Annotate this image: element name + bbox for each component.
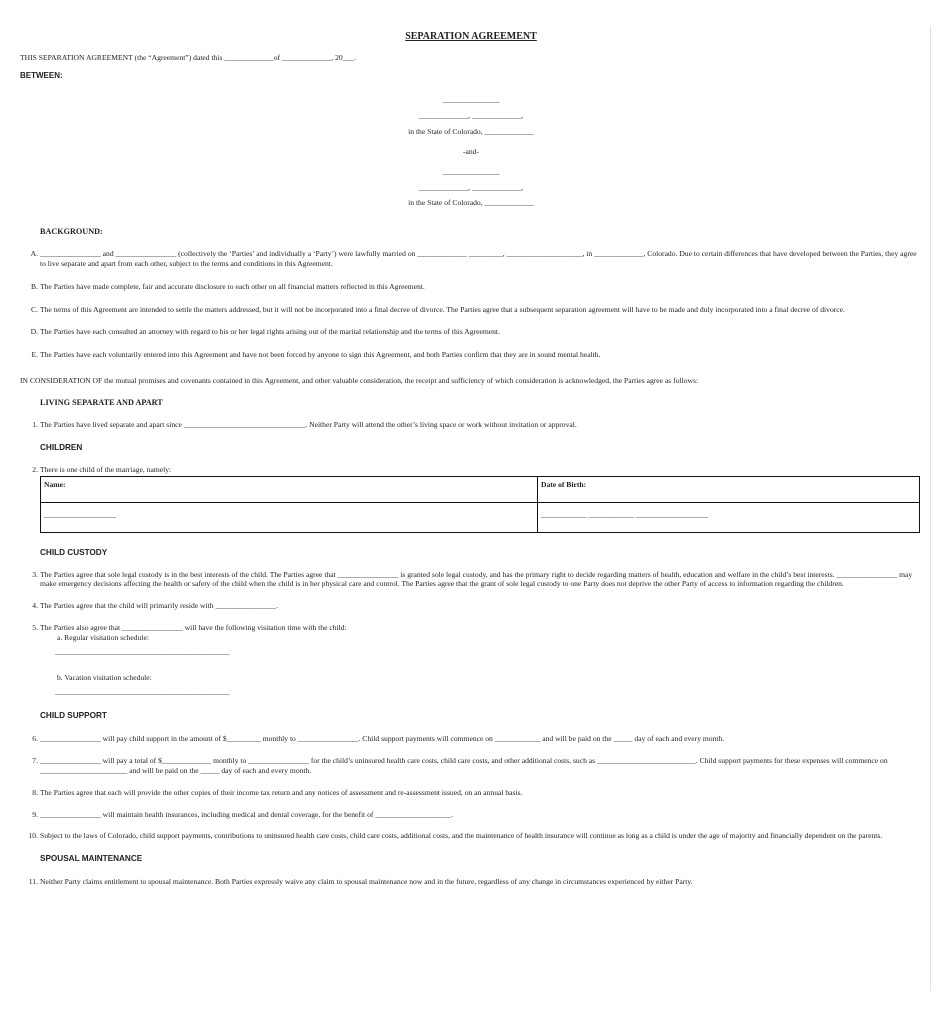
table-row — [41, 502, 920, 532]
item-text: The terms of this Agreement are intended to settle the matters addressed, but it will not be incorporated into a final decree of divorce. The Parties agree that a subsequent separation agreement will have to be made and duly incorporated into a final decree of divorce. — [40, 304, 845, 314]
clause-1 — [20, 420, 922, 430]
background-item-b — [20, 282, 922, 292]
intro-paragraph: THIS SEPARATION AGREEMENT (the “Agreement”) dated this _____________of _____________, 20___. — [20, 53, 356, 62]
table-header-row — [41, 476, 920, 502]
background-item-c — [20, 305, 922, 315]
clause-3 — [20, 570, 922, 590]
support-heading: CHILD SUPPORT — [40, 710, 107, 720]
party-1-name-line: _______________ — [442, 95, 500, 105]
item-text: ________________ will pay child support in the amount of $_________ monthly to ________________. Child support payments will commence on ____________ and will be paid on the _____ day of each and every month. — [40, 734, 725, 744]
and-separator: -and- — [462, 146, 480, 156]
document-page — [20, 30, 922, 887]
item-marker: C. — [31, 304, 38, 314]
clause-9 — [20, 810, 922, 820]
regular-visitation-line: ______________________________________________ — [55, 646, 230, 656]
item-text: The Parties agree that the child will primarily reside with ________________. — [40, 601, 279, 611]
clause-2 — [20, 465, 922, 475]
party-2-address-line: _____________, _____________, — [418, 182, 524, 192]
party-1-block — [20, 95, 922, 137]
party-1-state-line: in the State of Colorado, _____________ — [408, 126, 534, 136]
clause-10 — [20, 831, 922, 841]
item-marker: E. — [31, 350, 38, 360]
item-marker: 7. — [32, 756, 38, 766]
background-item-e — [20, 350, 922, 360]
item-marker: 4. — [32, 601, 38, 611]
item-text: The Parties have each voluntarily entered into this Agreement and have not been forced by anyone to sign this Agreement, and both Parties confirm that they are in sound mental health. — [40, 350, 601, 360]
consideration-paragraph: IN CONSIDERATION OF the mutual promises and covenants contained in this Agreement, and other valuable consideration, the receipt and sufficiency of which consideration is acknowledged, the Parties agree as follows: — [20, 376, 699, 386]
name-column-header: Name: — [41, 476, 538, 502]
dob-column-header: Date of Birth: — [538, 476, 920, 502]
item-text: ________________ will maintain health insurances, including medical and dental coverage, for the benefit of ____________________. — [40, 809, 454, 819]
item-marker: 1. — [32, 419, 38, 429]
item-text: Neither Party claims entitlement to spousal maintenance. Both Parties expressly waive any claim to spousal maintenance now and in the future, regardless of any change in circumstances experienced by either Party. — [40, 876, 693, 886]
item-marker: B. — [31, 281, 38, 291]
item-marker: A. — [30, 248, 38, 258]
item-marker: D. — [30, 327, 38, 337]
item-marker: 10. — [28, 831, 38, 841]
clause-6 — [20, 734, 922, 744]
item-text: The Parties also agree that ________________ will have the following visitation time with the child: — [40, 623, 347, 633]
item-marker: 6. — [32, 734, 38, 744]
spousal-heading: SPOUSAL MAINTENANCE — [40, 854, 143, 864]
item-text: The Parties have lived separate and apart since ________________________________. Neither Party will attend the other’s living space or work without invitation or approval. — [40, 419, 577, 429]
clause-11 — [20, 877, 922, 887]
clause-4 — [20, 601, 922, 611]
item-text: The Parties agree that each will provide the other copies of their income tax return and any notices of assessment and re-assessment issued, on an annual basis. — [40, 787, 523, 797]
item-marker: 8. — [32, 787, 38, 797]
vacation-visitation-line: ______________________________________________ — [55, 686, 230, 696]
party-2-name-line: _______________ — [442, 166, 500, 176]
item-marker: 3. — [32, 569, 38, 579]
item-marker: 5. — [32, 623, 38, 633]
visitation-vacation — [20, 673, 922, 697]
child-dob-cell: ____________ ____________ ___________________ — [538, 502, 920, 532]
clause-7 — [20, 756, 922, 776]
party-2-block — [20, 167, 922, 209]
page-edge-divider — [930, 26, 931, 991]
item-text: The Parties have made complete, fair and accurate disclosure to each other on all financial matters reflected in this Agreement. — [40, 281, 425, 291]
background-heading: BACKGROUND: — [40, 227, 103, 237]
custody-heading: CHILD CUSTODY — [40, 547, 108, 557]
item-text: There is one child of the marriage, namely: — [40, 465, 172, 475]
regular-visitation-label: a. Regular visitation schedule: — [57, 633, 149, 643]
party-2-state-line: in the State of Colorado, _____________ — [408, 198, 534, 208]
background-item-d — [20, 327, 922, 337]
background-item-a — [20, 249, 922, 269]
item-text: Subject to the laws of Colorado, child support payments, contributions to uninsured health care costs, child care costs, additional costs, and the maintenance of health insurance will continue as long as a child is under the age of majority and financially dependent on the parents. — [40, 831, 883, 841]
item-text: ________________ and ________________ (collectively the ‘Parties’ and individually a ‘Party’) were lawfully married on _____________ _________, ____________________, in _____________, Colorado. Due to certain differences that have developed between the Parties, they agree to live separate and apart from each other, subject to the terms and conditions in this Agreement. — [40, 248, 917, 268]
child-name-cell: ___________________ — [41, 502, 538, 532]
party-1-address-line: _____________, _____________, — [418, 111, 524, 121]
item-text: ________________ will pay a total of $_____________ monthly to ________________ for the child’s uninsured health care costs, child care costs, and other additional costs, such as __________________________. Child support payments for these expenses will commence on _______________________ and will be paid on the _____ day of each and every month. — [40, 756, 888, 775]
item-marker: 2. — [32, 465, 38, 475]
children-heading: CHILDREN — [40, 443, 83, 453]
item-text: The Parties have each consulted an attorney with regard to his or her legal rights arising out of the marital relationship and the terms of this Agreement. — [40, 327, 500, 337]
item-text: The Parties agree that sole legal custody is in the best interests of the child. The Parties agree that ________________ is granted sole legal custody, and has the primary right to decide regarding matters of health, education and welfare in the child’s best interests. ________________ may make emergency decisions affecting the health or safety of the child when the child is in her physical care and control. The Parties agree that the grant of sole legal custody to one Party does not deprive the other Party of access to information regarding the children. — [40, 569, 913, 589]
clause-5 — [20, 623, 922, 633]
item-marker: 11. — [28, 876, 38, 886]
clause-8 — [20, 788, 922, 798]
item-marker: 9. — [32, 809, 38, 819]
vacation-visitation-label: b. Vacation visitation schedule: — [57, 672, 152, 682]
living-heading: LIVING SEPARATE AND APART — [40, 397, 163, 407]
document-title: SEPARATION AGREEMENT — [405, 31, 537, 42]
visitation-regular — [20, 633, 922, 657]
between-label: BETWEEN: — [20, 70, 63, 80]
children-table — [40, 476, 920, 533]
